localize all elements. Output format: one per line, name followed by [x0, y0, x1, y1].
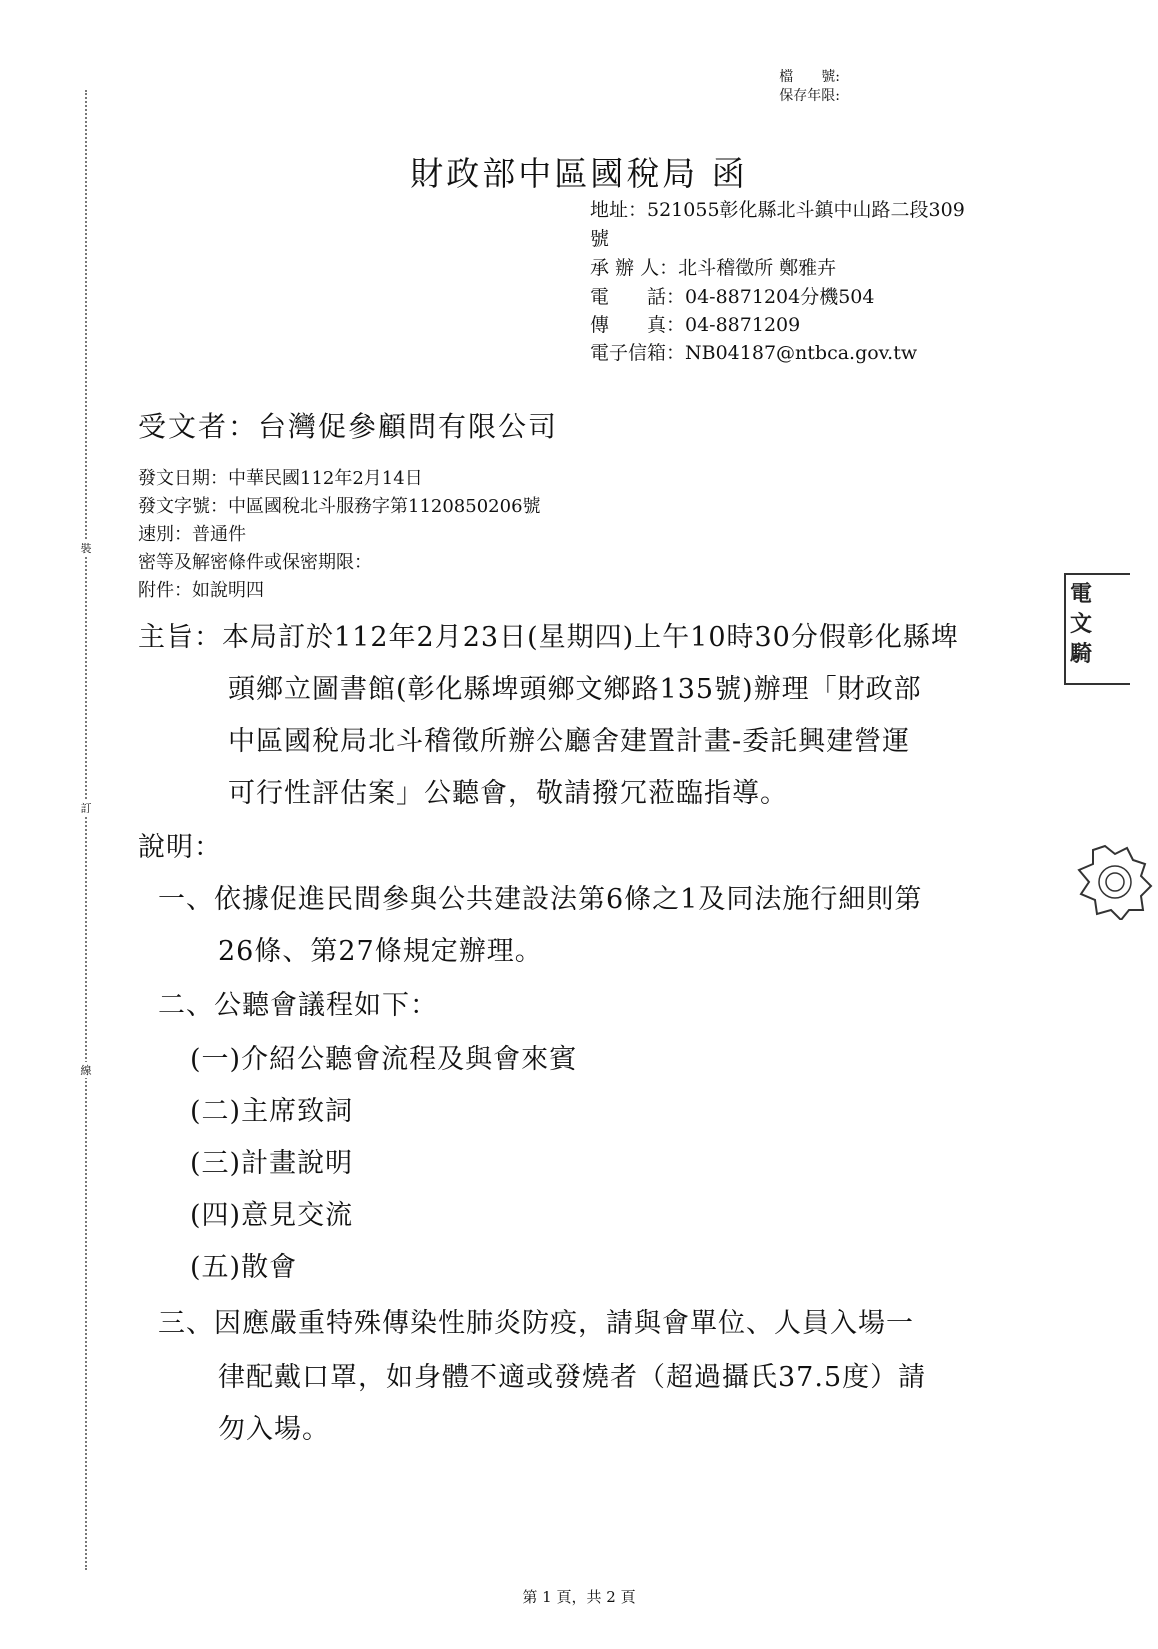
fax-info: 傳 真：04-8871209 — [590, 314, 801, 336]
phone-info: 電 話：04-8871204分機504 — [590, 286, 875, 308]
subject-line-4: 可行性評估案」公聽會，敬請撥冗蒞臨指導。 — [228, 778, 788, 809]
margin-mark-staple: 訂 — [80, 802, 92, 815]
explanation-item-3-line-2: 律配戴口罩，如身體不適或發燒者（超過攝氏37.5度）請 — [218, 1362, 927, 1393]
address-line-2: 號 — [590, 228, 610, 250]
subject-line-1: 主旨：本局訂於112年2月23日(星期四)上午10時30分假彰化縣埤 — [138, 622, 959, 653]
explanation-item-1-line-2: 26條、第27條規定辦理。 — [218, 936, 543, 967]
handler-info: 承 辦 人：北斗稽徵所 鄭雅卉 — [590, 257, 837, 279]
margin-mark-bind: 裝 — [80, 542, 92, 555]
file-number-label: 檔 號: — [779, 69, 840, 85]
page-number-footer: 第 1 頁，共 2 頁 — [522, 1588, 636, 1606]
agenda-item: (二)主席致詞 — [190, 1096, 354, 1127]
subject-line-2: 頭鄉立圖書館(彰化縣埤頭鄉文鄉路135號)辦理「財政部 — [228, 674, 922, 705]
seal-emblem-icon — [1075, 840, 1155, 920]
retention-period-label: 保存年限: — [779, 88, 840, 104]
address-line-1: 地址：521055彰化縣北斗鎮中山路二段309 — [590, 199, 965, 221]
explanation-heading: 說明： — [138, 832, 222, 863]
margin-mark-line: 線 — [80, 1064, 92, 1077]
explanation-item-3-line-3: 勿入場。 — [218, 1414, 330, 1445]
attachment-info: 附件：如說明四 — [138, 580, 264, 601]
email-info: 電子信箱：NB04187@ntbca.gov.tw — [590, 342, 918, 364]
archive-info — [779, 68, 840, 106]
explanation-item-2: 二、公聽會議程如下： — [158, 990, 438, 1021]
explanation-item-1-line-1: 一、依據促進民間參與公共建設法第6條之1及同法施行細則第 — [158, 884, 923, 915]
binding-margin-line — [85, 90, 87, 1570]
electronic-document-stamp — [1064, 573, 1130, 685]
recipient: 受文者：台灣促參顧問有限公司 — [138, 410, 559, 443]
agenda-item: (四)意見交流 — [190, 1200, 354, 1231]
explanation-item-3-line-1: 三、因應嚴重特殊傳染性肺炎防疫，請與會單位、人員入場一 — [158, 1308, 914, 1339]
stamp-char: 電 — [1070, 581, 1093, 607]
document-title: 財政部中區國稅局 函 — [410, 154, 748, 193]
stamp-char: 騎 — [1070, 641, 1093, 667]
issue-date: 發文日期：中華民國112年2月14日 — [138, 468, 423, 489]
agenda-item: (三)計畫說明 — [190, 1148, 354, 1179]
agenda-item: (一)介紹公聽會流程及與會來賓 — [190, 1044, 578, 1075]
agenda-item: (五)散會 — [190, 1252, 298, 1283]
document-number: 發文字號：中區國稅北斗服務字第1120850206號 — [138, 496, 541, 517]
delivery-speed: 速別：普通件 — [138, 524, 246, 545]
stamp-char: 文 — [1070, 611, 1093, 637]
secrecy-level: 密等及解密條件或保密期限： — [138, 552, 372, 573]
subject-line-3: 中區國稅局北斗稽徵所辦公廳舍建置計畫-委託興建營運 — [228, 726, 911, 757]
